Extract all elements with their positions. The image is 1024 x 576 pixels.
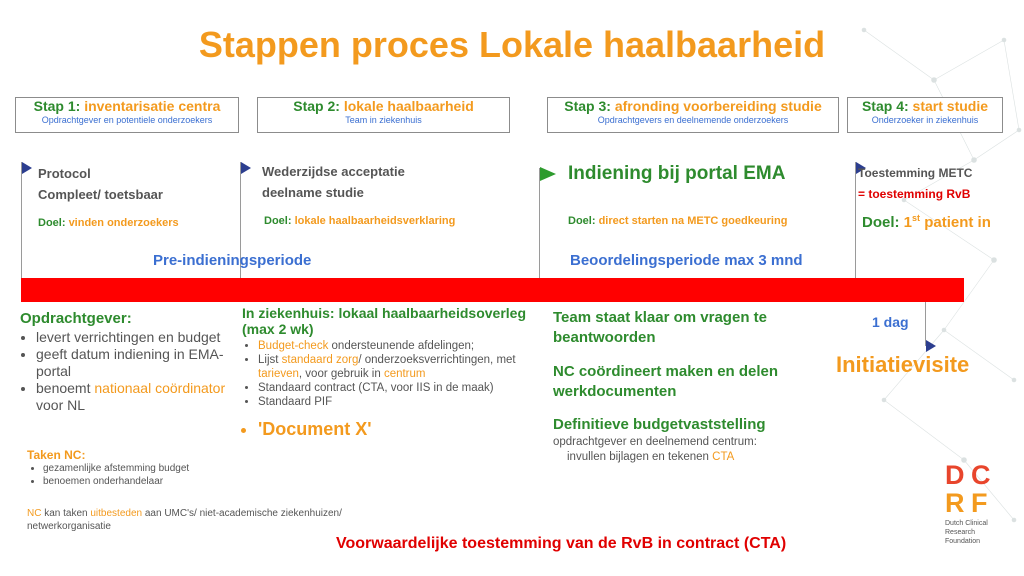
sponsor-heading: Opdrachtgever: <box>20 310 132 327</box>
list-item: • Lijst standaard zorg/ onderzoeksverrichtingen, met tarieven, voor gebruik in centrum <box>258 353 542 381</box>
column-hospital <box>242 305 542 440</box>
flag-icon <box>241 162 251 174</box>
period-pre-submission: Pre-indieningsperiode <box>153 252 312 269</box>
step-4-sub: Onderzoeker in ziekenhuis <box>871 115 979 125</box>
goal-text: patient in <box>920 214 991 231</box>
step-3-name: afronding voorbereiding studie <box>614 98 822 114</box>
flag-icon <box>22 162 32 174</box>
milestone-4-goal <box>862 213 991 231</box>
list-item: • Standaard contract (CTA, voor IIS in de maak) <box>258 381 542 395</box>
budget-text: Definitieve budgetvaststelling <box>553 416 766 433</box>
step-2-sub: Team in ziekenhuis <box>345 115 422 125</box>
step-1-sub: Opdrachtgever en potentiele onderzoekers <box>41 115 213 125</box>
step-3-box <box>547 97 839 133</box>
timeline-bar <box>21 278 964 302</box>
list-item: • Standaard PIF <box>258 395 542 409</box>
step-4-box <box>847 97 1003 133</box>
milestone-3-goal <box>568 215 787 227</box>
step-2-name: lokale haalbaarheid <box>343 98 474 114</box>
nc-coordinates-text: NC coördineert maken en delen werkdocumenten <box>553 363 779 400</box>
budget-sub-2: invullen bijlagen en tekenen CTA <box>567 451 735 463</box>
milestone-1-line2: Compleet/ toetsbaar <box>38 187 163 202</box>
step-1-name: inventarisatie centra <box>84 98 221 114</box>
goal-label: Doel: <box>568 215 599 227</box>
list-item: • geeft datum indiening in EMA-portal <box>36 346 235 380</box>
goal-superscript: st <box>912 213 921 223</box>
list-item: • levert verrichtingen en budget <box>36 329 235 346</box>
milestone-line-4 <box>855 162 856 278</box>
step-4-name: start studie <box>912 98 989 114</box>
dcrf-logo: D C R F Dutch Clinical Research Foundation <box>945 460 991 545</box>
milestone-4-line1: Toestemming METC <box>858 166 973 180</box>
flag-icon <box>926 340 936 352</box>
step-4-label: Stap 4: <box>861 98 913 114</box>
step-1-label: Stap 1: <box>33 98 85 114</box>
one-day-label: 1 dag <box>872 314 909 330</box>
milestone-4-text <box>858 163 972 205</box>
milestone-3-title: Indiening bij portal EMA <box>568 163 786 184</box>
milestone-1-goal <box>38 217 179 229</box>
step-2-box <box>257 97 510 133</box>
milestone-2-line2: deelname studie <box>262 185 364 200</box>
goal-text: direct starten na METC goedkeuring <box>598 215 788 227</box>
nc-tasks <box>27 448 242 488</box>
milestone-2-goal <box>264 215 455 227</box>
column-team <box>553 308 843 465</box>
goal-label: Doel: <box>38 217 69 229</box>
milestone-line-1 <box>21 162 22 278</box>
milestone-2-line1: Wederzijdse acceptatie <box>262 164 405 179</box>
budget-sub-1: opdrachtgever en deelnemend centrum: <box>553 436 757 448</box>
goal-text: lokale haalbaarheidsverklaring <box>294 215 456 227</box>
flag-icon <box>540 167 556 181</box>
nc-outsourcing-note: NC kan taken uitbesteden aan UMC's/ niet-academische ziekenhuizen/ netwerkorganisatie <box>27 508 342 532</box>
step-2-label: Stap 2: <box>293 98 344 114</box>
milestone-1-text <box>38 163 163 205</box>
step-3-label: Stap 3: <box>564 98 615 114</box>
period-review: Beoordelingsperiode max 3 mnd <box>570 252 803 269</box>
milestone-2-text <box>262 161 405 203</box>
initiation-visit: Initiatievisite <box>836 352 970 377</box>
team-ready-text: Team staat klaar om vragen te beantwoorden <box>553 309 767 346</box>
goal-number: 1 <box>903 214 913 231</box>
list-item: • Budget-check ondersteunende afdelingen; <box>258 339 542 353</box>
goal-text: vinden onderzoekers <box>68 217 179 229</box>
step-1-box <box>15 97 239 133</box>
bottom-statement: Voorwaardelijke toestemming van de RvB in contract (CTA) <box>336 535 787 552</box>
list-item: • gezamenlijke afstemming budget <box>43 462 242 475</box>
column-sponsor <box>20 310 235 414</box>
document-x: • 'Document X' <box>258 419 542 440</box>
step-3-sub: Opdrachtgevers en deelnemende onderzoekers <box>597 115 789 125</box>
hospital-heading: In ziekenhuis: lokaal haalbaarheidsoverleg (max 2 wk) <box>242 305 526 337</box>
milestone-4-line2: = toestemming RvB <box>858 187 971 201</box>
list-item: • benoemen onderhandelaar <box>43 475 242 488</box>
goal-label: Doel: <box>264 215 295 227</box>
milestone-line-3 <box>539 168 540 278</box>
milestone-1-line1: Protocol <box>38 166 91 181</box>
goal-label: Doel: <box>862 214 904 231</box>
list-item: • benoemt nationaal coördinator voor NL <box>36 380 235 414</box>
page-title: Stappen proces Lokale haalbaarheid <box>198 24 826 65</box>
nc-heading: Taken NC: <box>27 448 86 462</box>
